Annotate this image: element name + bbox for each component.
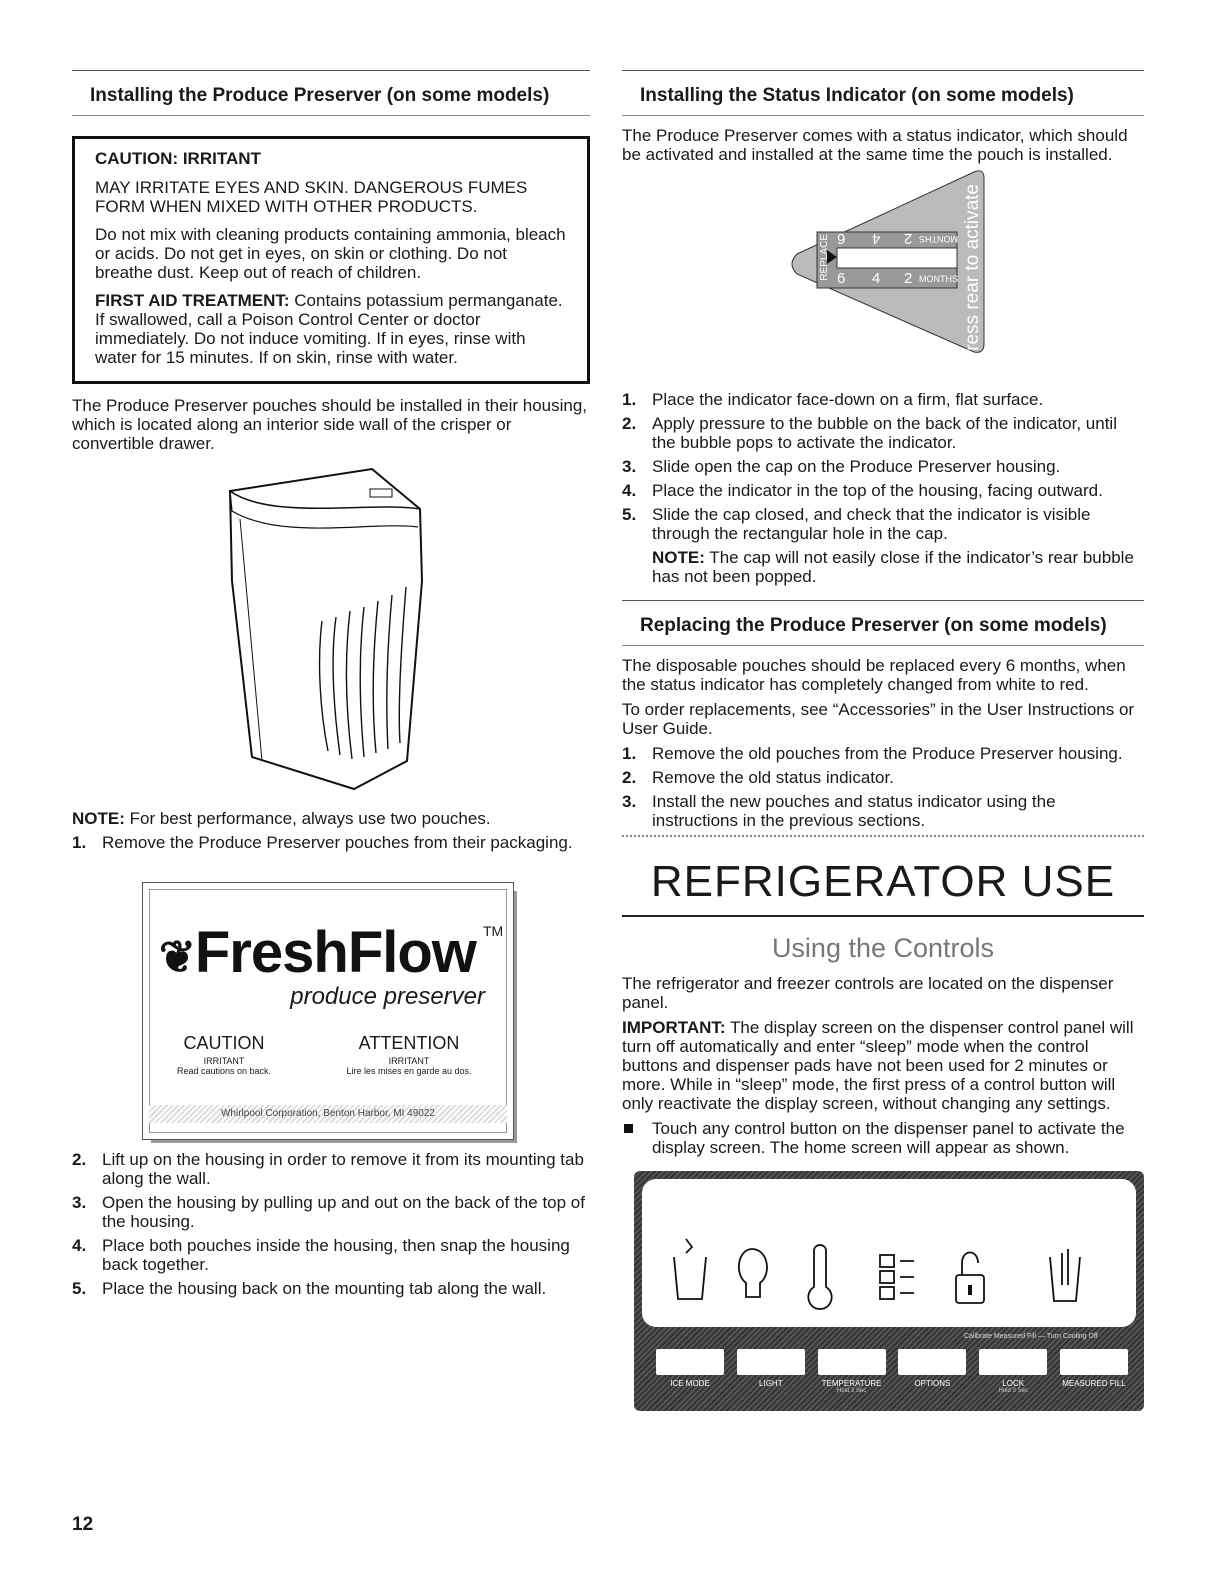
- pouch-package: [142, 882, 514, 1140]
- top-num-6: 6: [837, 230, 846, 247]
- note-label: NOTE:: [72, 809, 125, 828]
- indicator-intro: The Produce Preserver comes with a status indicator, which should be activated and installed at the same time the pouch is installed.: [622, 126, 1128, 164]
- step-number: 1.: [72, 833, 87, 852]
- calibrate-label: Calibrate Measured Fill — Turn Cooling Off: [964, 1333, 1098, 1340]
- light-bulb-icon: [739, 1249, 767, 1297]
- page-title: REFRIGERATOR USE: [622, 837, 1144, 917]
- housing-illustration: [72, 461, 590, 801]
- status-indicator-illustration: [622, 164, 1144, 382]
- display-screen: [642, 1179, 1136, 1327]
- measured-fill-button[interactable]: MEASURED FILL: [1060, 1349, 1128, 1394]
- bottom-num-4: 4: [872, 270, 881, 287]
- options-button[interactable]: OPTIONS: [898, 1349, 966, 1394]
- ice-cube-icon: [686, 1239, 692, 1253]
- list-item: 3. Open the housing by pulling up and out on the back of the top of the housing.: [72, 1193, 585, 1231]
- pouch-subtitle: produce preserver: [290, 983, 485, 1010]
- replace-paragraph-2: To order replacements, see “Accessories” in the User Instructions or User Guide.: [622, 700, 1135, 738]
- caution-warning: MAY IRRITATE EYES AND SKIN. DANGEROUS FUMES FORM WHEN MIXED WITH OTHER PRODUCTS.: [95, 178, 528, 216]
- pouch-caution: CAUTION IRRITANT Read cautions on back.: [176, 1033, 272, 1076]
- controls-paragraph: The refrigerator and freezer controls are located on the dispenser panel.: [622, 974, 1114, 1012]
- list-item: 4. Place both pouches inside the housing, then snap the housing back together.: [72, 1236, 570, 1274]
- section-heading-install-preserver: Installing the Produce Preserver (on some models): [72, 70, 590, 116]
- caution-box: [72, 136, 590, 384]
- bottom-num-6: 6: [837, 270, 846, 287]
- top-months: MONTHS: [919, 234, 958, 244]
- replace-steps: [622, 744, 1144, 830]
- trademark: TM: [483, 923, 504, 939]
- step-list-1: [72, 833, 590, 852]
- caution-title: CAUTION: IRRITANT: [95, 149, 261, 168]
- light-button[interactable]: LIGHT: [737, 1349, 805, 1394]
- ice-mode-button[interactable]: ICE MODE: [656, 1349, 724, 1394]
- page-number: 12: [72, 1514, 94, 1535]
- left-column: [72, 70, 590, 1303]
- pouch-footer: Whirlpool Corporation, Benton Harbor, MI 49022: [149, 1105, 507, 1123]
- bullet-item: Touch any control button on the dispenser panel to activate the display screen. The home screen will appear as shown.: [622, 1119, 1144, 1157]
- list-item: 5. Slide the cap closed, and check that the indicator is visible through the rectangular hole in the cap.: [622, 505, 1091, 543]
- first-aid: [95, 291, 567, 367]
- section-heading-replacing: Replacing the Produce Preserver (on some models): [622, 600, 1144, 646]
- list-item: 2. Apply pressure to the bubble on the back of the indicator, until the bubble pops to activate the indicator.: [622, 414, 1117, 452]
- top-num-4: 4: [872, 230, 881, 247]
- ice-mode-icon: [674, 1257, 706, 1299]
- list-item: 1. Place the indicator face-down on a firm, flat surface.: [622, 390, 1044, 409]
- dispenser-panel: [634, 1171, 1144, 1411]
- temperature-button[interactable]: TEMPERATURE Hold 3 Sec: [818, 1349, 886, 1394]
- pouch-attention: ATTENTION IRRITANT Lire les mises en garde au dos.: [346, 1033, 472, 1076]
- thermometer-icon: [808, 1245, 831, 1309]
- caution-instructions: Do not mix with cleaning products containing ammonia, bleach or acids. Do not get in eyes, on skin or clothing. Do not breathe dust. Keep out of reach of children.: [95, 225, 566, 282]
- control-buttons: [656, 1349, 1128, 1394]
- section-subtitle: Using the Controls: [771, 933, 995, 963]
- step-list-2: [72, 1150, 590, 1298]
- section-heading-status-indicator: Installing the Status Indicator (on some models): [622, 70, 1144, 116]
- intro-paragraph: The Produce Preserver pouches should be installed in their housing, which is located along an interior side wall of the crisper or convertible drawer.: [72, 396, 588, 453]
- list-item: 2. Remove the old status indicator.: [622, 768, 894, 787]
- top-num-2: 2: [904, 230, 913, 247]
- press-rear-label: Press rear to activate: [962, 184, 983, 364]
- indicator-note: NOTE: The cap will not easily close if the indicator’s rear bubble has not been popped.: [652, 548, 1134, 586]
- list-item: 5. Place the housing back on the mounting tab along the wall.: [72, 1279, 547, 1298]
- replace-paragraph-1: The disposable pouches should be replaced every 6 months, when the status indicator has completely changed from white to red.: [622, 656, 1126, 694]
- leaf-icon: ❦: [159, 933, 195, 982]
- replace-label: REPLACE: [819, 234, 830, 281]
- list-item: 3. Slide open the cap on the Produce Preserver housing.: [622, 457, 1061, 476]
- step-text: Remove the Produce Preserver pouches from their packaging.: [102, 833, 573, 852]
- note-text: For best performance, always use two pouches.: [124, 809, 491, 828]
- first-aid-text: Contains potassium permanganate. If swallowed, call a Poison Control Center or doctor immediately. Do not induce vomiting. If in eyes, rinse with water for 15 minutes. If on skin, rinse with water.: [95, 291, 563, 367]
- pouch-brand: ❦FreshFlow: [159, 920, 476, 985]
- lock-button[interactable]: LOCK Hold 3 Sec: [979, 1349, 1047, 1394]
- bottom-num-2: 2: [904, 270, 913, 287]
- first-aid-label: FIRST AID TREATMENT:: [95, 291, 290, 310]
- indicator-steps: [622, 390, 1144, 543]
- list-item: [72, 833, 590, 852]
- important-paragraph: IMPORTANT: The display screen on the dispenser control panel will turn off automatically and enter “sleep” mode when the control buttons and dispenser pads have not been used for 2 minutes or more. While in “sleep” mode, the first press of a control button will only reactivate the display screen, without changing any settings.: [622, 1018, 1134, 1113]
- list-item: 1. Remove the old pouches from the Produce Preserver housing.: [622, 744, 1123, 763]
- list-item: 2. Lift up on the housing in order to remove it from its mounting tab along the wall.: [72, 1150, 584, 1188]
- right-column: [622, 70, 1144, 1411]
- list-item: 3. Install the new pouches and status indicator using the instructions in the previous sections.: [622, 792, 1056, 830]
- bullet-icon: [624, 1124, 633, 1133]
- bottom-months: MONTHS: [919, 274, 958, 284]
- list-item: 4. Place the indicator in the top of the housing, facing outward.: [622, 481, 1103, 500]
- freshflow-pouch: [72, 868, 590, 1138]
- note: [72, 809, 590, 828]
